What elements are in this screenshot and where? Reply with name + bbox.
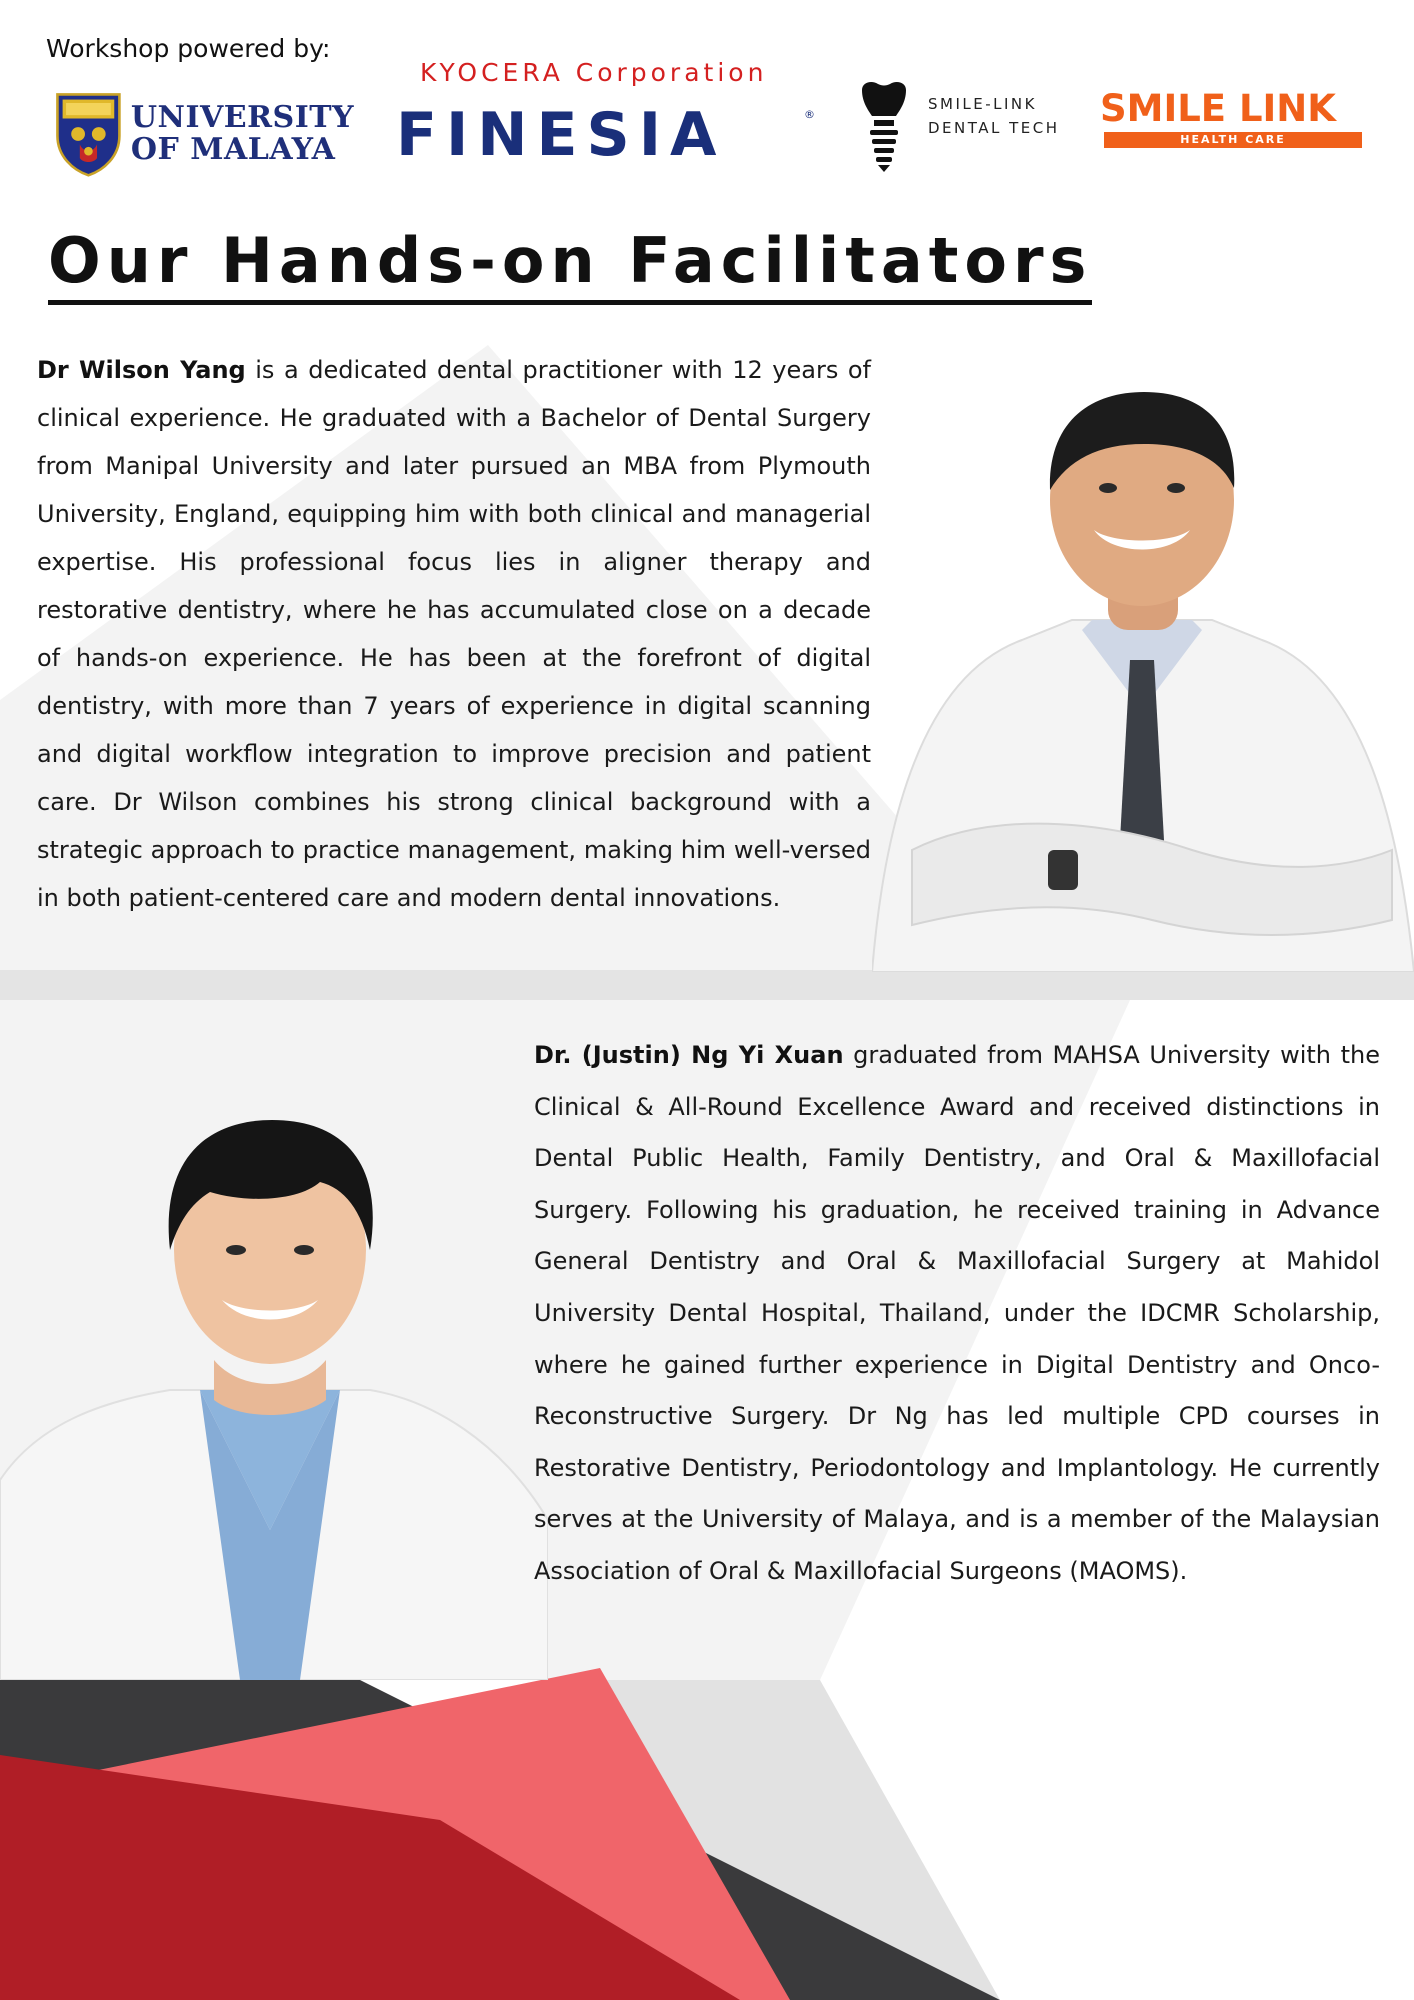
facilitator-1-bio bbox=[37, 346, 871, 922]
facilitator-1-bio-text: is a dedicated dental practitioner with 12 years of clinical experience. He graduated with a Bachelor of Dental Surgery from Manipal University and later pursued an MBA from Plymouth University, England, equipping him with both clinical and managerial expertise. His professional focus lies in aligner therapy and restorative dentistry, where he has accumulated close on a decade of hands-on experience. He has been at the forefront of digital dentistry, with more than 7 years of experience in digital scanning and digital workflow integration to improve precision and patient care. Dr Wilson combines his strong clinical background with a strategic approach to practice management, making him well-versed in both patient-centered care and modern dental innovations. bbox=[37, 356, 872, 912]
facilitator-2-name: Dr. (Justin) Ng Yi Xuan bbox=[534, 1041, 844, 1069]
smile-link-dental-tech-logo bbox=[856, 80, 1086, 170]
kyocera-tagline: KYOCERA Corporation bbox=[420, 58, 768, 87]
university-crest-icon bbox=[54, 84, 123, 184]
powered-by-label: Workshop powered by: bbox=[46, 34, 331, 63]
university-of-malaya-logo bbox=[54, 84, 354, 184]
facilitator-1-photo bbox=[872, 380, 1414, 972]
registered-mark: ® bbox=[804, 108, 815, 121]
um-line2: OF MALAYA bbox=[130, 132, 336, 167]
finesia-logo bbox=[396, 58, 826, 168]
sldt-line1: SMILE-LINK bbox=[928, 95, 1037, 113]
um-line1: UNIVERSITY bbox=[130, 100, 354, 135]
facilitator-1-name: Dr Wilson Yang bbox=[37, 356, 246, 384]
sldt-line2: DENTAL TECH bbox=[928, 119, 1060, 137]
bg-gray-band bbox=[0, 970, 1414, 1000]
facilitator-2-bio bbox=[534, 1030, 1380, 1598]
facilitator-2-bio-text: graduated from MAHSA University with the Clinical & All-Round Excellence Award and received distinctions in Dental Public Health, Family Dentistry, and Oral & Maxillofacial Surgery. Following his graduation, he received training in Advance General Dentistry and Oral & Maxillofacial Surgery at Mahidol University Dental Hospital, Thailand, under the IDCMR Scholarship, where he gained further experience in Digital Dentistry and Onco-Reconstructive Surgery. Dr Ng has led multiple CPD courses in Restorative Dentistry, Periodontology and Implantology. He currently serves at the University of Malaya, and is a member of the Malaysian Association of Oral & Maxillofacial Surgeons (MAOMS). bbox=[534, 1041, 1380, 1585]
facilitator-2-photo bbox=[0, 1100, 548, 1680]
slhc-subtitle: HEALTH CARE bbox=[1104, 132, 1362, 148]
dental-implant-icon bbox=[856, 80, 912, 172]
slhc-wordmark: SMILE LINK bbox=[1100, 87, 1336, 130]
page-title: Our Hands-on Facilitators bbox=[48, 222, 1092, 305]
smile-link-health-care-logo bbox=[1100, 88, 1364, 152]
finesia-wordmark: FINESIA bbox=[396, 100, 726, 170]
